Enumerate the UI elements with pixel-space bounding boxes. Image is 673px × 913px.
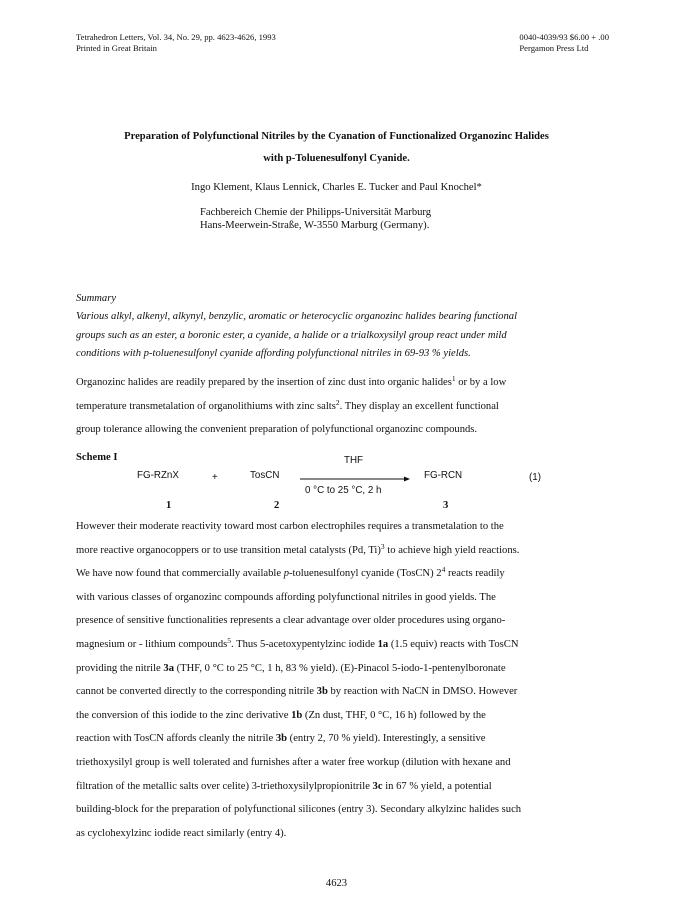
publisher-name: Pergamon Press Ltd xyxy=(519,42,589,53)
text-line: providing the nitrile 3a (THF, 0 °C to 25 °C, 1 h, 83 % yield). (E)-Pinacol 5-iodo-1-pentenylboronate xyxy=(76,662,506,674)
reference-marker: 3 xyxy=(380,541,385,551)
affiliation-line1: Fachbereich Chemie der Philipps-Universität Marburg xyxy=(200,207,432,218)
text-line: We have now found that commercially available p-toluenesulfonyl cyanide (TosCN) $2^4$ reacts readily xyxy=(76,565,505,580)
scheme-heading: Scheme I xyxy=(76,452,118,463)
journal-header xyxy=(76,32,276,53)
text-line: filtration of the metallic salts over celite) 3-triethoxysilylpropionitrile 3c in 67 % yield, a potential xyxy=(76,780,492,792)
compound-ref: 3a xyxy=(163,662,174,674)
text-line: presence of sensitive functionalities represents a clear advantage over older procedures using organo- xyxy=(76,615,506,627)
compound-label-1: 1 xyxy=(166,500,172,511)
intro-paragraph xyxy=(76,376,608,447)
page-number: 4623 xyxy=(325,878,348,889)
reference-marker: 5 xyxy=(227,635,231,645)
text-line: temperature transmetalation of organolithiums with zinc salts$^2$. They display an excellent functional xyxy=(76,397,499,412)
summary-line: Various alkyl, alkenyl, alkynyl, benzylic, aromatic or heterocyclic organozinc halides bearing functional xyxy=(76,311,518,322)
text-line: building-block for the preparation of polyfunctional silicones (entry 3). Secondary alkylzinc halides such xyxy=(76,804,522,816)
summary-line: groups such as an ester, a boronic ester, a cyanide, a halide or a trialkoxysilyl group react under mild xyxy=(76,329,507,341)
text-line: magnesium or - lithium compounds$^5$. Thus 5-acetoxypentylzinc iodide 1a (1.5 equiv) reacts with TosCN xyxy=(76,635,519,650)
product-nitrile: FG-RCN xyxy=(424,470,463,481)
summary-line: conditions with p-toluenesulfonyl cyanide affording polyfunctional nitriles in 69-93 % yields. xyxy=(76,348,471,360)
text-line: triethoxysilyl group is well tolerated and furnishes after a water free workup (dilution with hexane and xyxy=(76,756,511,768)
plus-sign: + xyxy=(212,472,218,483)
compound-ref: 1a xyxy=(377,638,389,650)
text-line: more reactive organocoppers or to use transition metal catalysts (Pd, Ti)$^3$ to achieve high yield reactions. xyxy=(76,541,520,556)
body-paragraph xyxy=(76,520,608,850)
text-line: with various classes of organozinc compounds affording polyfunctional nitriles in good yields. The xyxy=(76,591,496,603)
publisher-header xyxy=(519,32,609,53)
compound-label-2: 2 xyxy=(274,500,280,511)
text-line: cannot be converted directly to the corresponding nitrile 3b by reaction with NaCN in DMSO. However xyxy=(76,686,518,698)
summary-body xyxy=(76,308,608,364)
printed-location: Printed in Great Britain xyxy=(76,42,157,53)
compound-ref: 3b xyxy=(275,733,288,745)
reaction-arrow xyxy=(300,476,410,482)
compound-label-3: 3 xyxy=(443,500,449,511)
text-line: reaction with TosCN affords cleanly the nitrile 3b (entry 2, 70 % yield). Interestingly, a sensitive xyxy=(76,733,486,745)
journal-citation: Tetrahedron Letters, Vol. 34, No. 29, pp. 4623-4626, 1993 xyxy=(76,32,276,42)
reactant-organozinc: FG-RZnX xyxy=(137,470,179,481)
compound-ref: 3c xyxy=(372,780,383,792)
text-line: Organozinc halides are readily prepared by the insertion of zinc dust into organic halides$^1$ or by a low xyxy=(76,374,507,388)
paper-title-line1: Preparation of Polyfunctional Nitriles by the Cyanation of Functionalized Organozinc Halides xyxy=(124,131,549,142)
condition-temperature: 0 °C to 25 °C, 2 h xyxy=(305,485,382,496)
issn-price: 0040-4039/93 $6.00 + .00 xyxy=(519,32,609,42)
text-line: the conversion of this iodide to the zinc derivative 1b (Zn dust, THF, 0 °C, 16 h) followed by the xyxy=(76,709,486,721)
condition-solvent: THF xyxy=(344,455,364,466)
affiliation-line2: Hans-Meerwein-Straße, W-3550 Marburg (Germany). xyxy=(200,219,430,231)
summary-heading: Summary xyxy=(76,293,117,304)
text-line: group tolerance allowing the convenient preparation of polyfunctional organozinc compounds. xyxy=(76,424,478,436)
compound-ref: 3b xyxy=(316,686,328,698)
reference-marker: 2 xyxy=(335,397,340,407)
text-line: However their moderate reactivity toward most carbon electrophiles requires a transmetalation to the xyxy=(76,521,504,532)
equation-number: (1) xyxy=(529,472,541,483)
reactant-toscn: TosCN xyxy=(250,470,280,481)
text-line: as cyclohexylzinc iodide react similarly (entry 4). xyxy=(76,827,287,839)
author-list: Ingo Klement, Klaus Lennick, Charles E. Tucker and Paul Knochel* xyxy=(191,182,482,193)
reference-marker: 4 xyxy=(441,565,446,575)
affiliation xyxy=(200,207,431,232)
reference-marker: 1 xyxy=(451,374,456,383)
paper-title-line2: with p-Toluenesulfonyl Cyanide. xyxy=(263,153,410,164)
compound-ref: 1b xyxy=(291,709,303,721)
